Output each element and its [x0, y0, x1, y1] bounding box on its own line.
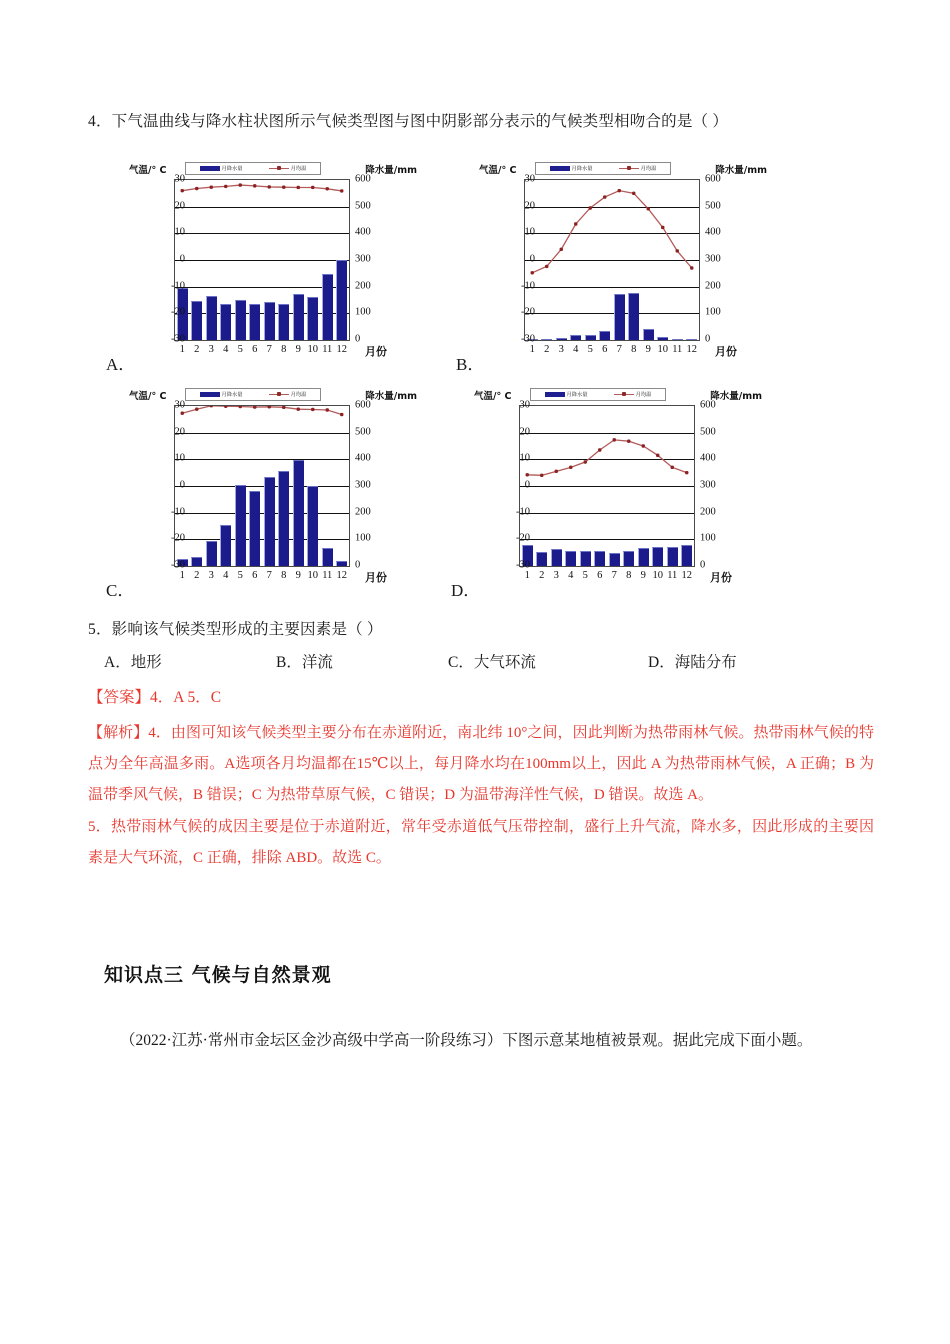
temperature-tick-label: 30 [519, 399, 530, 411]
section-heading: 知识点三 气候与自然景观 [104, 964, 332, 986]
month-tick-label: 9 [640, 570, 646, 581]
chart-a-right-axis-title: 降水量/mm [365, 165, 417, 176]
chart-d-right-axis-title: 降水量/mm [710, 391, 762, 402]
precipitation-tick-label: 200 [355, 506, 371, 518]
chart-d-plot-area [519, 405, 695, 567]
month-tick-label: 4 [573, 344, 579, 355]
month-tick-label: 12 [686, 344, 697, 355]
precipitation-tick-label: 300 [700, 479, 716, 491]
precipitation-tick-label: 200 [355, 280, 371, 292]
temperature-tick-label: -30 [171, 559, 185, 571]
precipitation-tick-label: 0 [705, 333, 711, 345]
month-tick-label: 4 [223, 570, 229, 581]
line-swatch-icon [269, 166, 289, 171]
precipitation-tick-label: 200 [705, 280, 721, 292]
month-tick-label: 6 [602, 344, 608, 355]
legend-item-temperature [619, 165, 656, 172]
temperature-tick-label: 10 [174, 226, 185, 238]
temperature-tick-label: 0 [179, 253, 185, 265]
precipitation-tick-label: 300 [355, 253, 371, 265]
temperature-tick-label: 20 [174, 426, 185, 438]
option-a[interactable]: A．地形 [104, 654, 162, 671]
month-tick-label: 4 [223, 344, 229, 355]
chart-option-label-c: C． [106, 581, 135, 600]
temperature-tick-label: 0 [524, 479, 530, 491]
chart-d-left-axis-title: 气温/° C [474, 391, 512, 402]
month-tick-label: 6 [252, 344, 258, 355]
option-b[interactable]: B．洋流 [276, 654, 333, 671]
precipitation-tick-label: 300 [705, 253, 721, 265]
month-tick-label: 1 [524, 570, 530, 581]
line-swatch-icon [619, 166, 639, 171]
legend-item-temperature [614, 391, 651, 398]
chart-a-legend [185, 162, 321, 175]
chart-a-x-axis-title: 月份 [365, 345, 387, 358]
chart-b-right-axis-title: 降水量/mm [715, 165, 767, 176]
month-tick-label: 7 [616, 344, 622, 355]
temperature-tick-label: -30 [521, 333, 535, 345]
precipitation-tick-label: 100 [355, 532, 371, 544]
precipitation-tick-label: 400 [355, 226, 371, 238]
precipitation-tick-label: 100 [355, 306, 371, 318]
month-tick-label: 10 [652, 570, 663, 581]
month-tick-label: 1 [179, 344, 185, 355]
month-tick-label: 8 [281, 570, 287, 581]
climate-chart-c [127, 388, 417, 603]
month-tick-label: 2 [194, 570, 200, 581]
analysis-paragraph-1: 【解析】4．由图可知该气候类型主要分布在赤道附近，南北纬 10°之间，因此判断为热带雨林气候。热带雨林气候的特点为全年高温多雨。A选项各月均温都在15℃以上，每月降水均在100mm以上，因此 A 为热带雨林气候，A 正确；B 为温带季风气候，B 错误；C 为热带草原气候，C 错误；D 为温带海洋性气候，D 错误。故选 A。 [88, 725, 874, 804]
temperature-tick-label: -10 [171, 280, 185, 292]
month-tick-label: 9 [645, 344, 651, 355]
month-tick-label: 6 [597, 570, 603, 581]
chart-c-right-axis-title: 降水量/mm [365, 391, 417, 402]
chart-d-legend [530, 388, 666, 401]
precipitation-tick-label: 100 [700, 532, 716, 544]
month-tick-label: 3 [558, 344, 564, 355]
legend-label-temperature: 月均温 [290, 391, 307, 399]
month-tick-label: 5 [582, 570, 588, 581]
legend-label-precipitation: 月降水量 [571, 165, 593, 173]
precipitation-tick-label: 500 [705, 200, 721, 212]
month-tick-label: 7 [266, 344, 272, 355]
climate-chart-b [477, 162, 767, 377]
temperature-line [520, 406, 694, 566]
legend-label-precipitation: 月降水量 [221, 391, 243, 399]
month-tick-label: 10 [657, 344, 668, 355]
temperature-tick-label: 30 [174, 399, 185, 411]
precipitation-tick-label: 500 [355, 426, 371, 438]
temperature-tick-label: 20 [519, 426, 530, 438]
month-tick-label: 9 [295, 570, 301, 581]
temperature-tick-label: -20 [516, 532, 530, 544]
month-tick-label: 7 [266, 570, 272, 581]
month-tick-label: 11 [322, 570, 333, 581]
line-swatch-icon [614, 392, 634, 397]
climate-chart-a [127, 162, 417, 377]
month-tick-label: 7 [611, 570, 617, 581]
chart-b-plot-area [524, 179, 700, 341]
month-tick-label: 2 [539, 570, 545, 581]
chart-c-legend [185, 388, 321, 401]
legend-item-temperature [269, 391, 306, 398]
precipitation-tick-label: 600 [700, 399, 716, 411]
legend-item-precipitation [200, 391, 242, 398]
legend-item-precipitation [200, 165, 242, 172]
chart-option-label-b: B． [456, 355, 485, 374]
chart-b-x-axis-title: 月份 [715, 345, 737, 358]
temperature-tick-label: -20 [521, 306, 535, 318]
chart-c-x-axis-title: 月份 [365, 571, 387, 584]
option-d[interactable]: D．海陆分布 [648, 654, 737, 671]
temperature-tick-label: 30 [174, 173, 185, 185]
legend-item-precipitation [545, 391, 587, 398]
month-tick-label: 12 [336, 570, 347, 581]
month-tick-label: 11 [672, 344, 683, 355]
precipitation-tick-label: 400 [355, 452, 371, 464]
chart-b-left-axis-title: 气温/° C [479, 165, 517, 176]
precipitation-tick-label: 600 [355, 399, 371, 411]
precipitation-tick-label: 600 [355, 173, 371, 185]
precipitation-tick-label: 500 [355, 200, 371, 212]
month-tick-label: 10 [307, 570, 318, 581]
month-tick-label: 3 [208, 344, 214, 355]
legend-label-precipitation: 月降水量 [221, 165, 243, 173]
bar-swatch-icon [545, 392, 565, 397]
month-tick-label: 12 [336, 344, 347, 355]
temperature-tick-label: 10 [524, 226, 535, 238]
month-tick-label: 9 [295, 344, 301, 355]
precipitation-tick-label: 400 [700, 452, 716, 464]
temperature-tick-label: 30 [524, 173, 535, 185]
month-tick-label: 1 [529, 344, 535, 355]
legend-item-temperature [269, 165, 306, 172]
chart-a-plot-area [174, 179, 350, 341]
chart-c-plot-area [174, 405, 350, 567]
month-tick-label: 2 [194, 344, 200, 355]
temperature-line [175, 180, 349, 340]
precipitation-tick-label: 100 [705, 306, 721, 318]
month-tick-label: 5 [237, 570, 243, 581]
temperature-tick-label: -30 [171, 333, 185, 345]
legend-label-precipitation: 月降水量 [566, 391, 588, 399]
month-tick-label: 3 [553, 570, 559, 581]
month-tick-label: 5 [237, 344, 243, 355]
precipitation-tick-label: 600 [705, 173, 721, 185]
month-tick-label: 11 [322, 344, 333, 355]
month-tick-label: 12 [681, 570, 692, 581]
month-tick-label: 6 [252, 570, 258, 581]
chart-c-left-axis-title: 气温/° C [129, 391, 167, 402]
month-tick-label: 2 [544, 344, 550, 355]
temperature-tick-label: -10 [521, 280, 535, 292]
month-tick-label: 8 [631, 344, 637, 355]
answer-line: 【答案】4．A 5．C [88, 689, 222, 706]
analysis-paragraph-2: 5．热带雨林气候的成因主要是位于赤道附近，常年受赤道低气压带控制，盛行上升气流，降水多，因此形成的主要因素是大气环流，C 正确，排除 ABD。故选 C。 [88, 818, 874, 866]
precipitation-tick-label: 0 [700, 559, 706, 571]
temperature-tick-label: 10 [174, 452, 185, 464]
temperature-tick-label: -20 [171, 306, 185, 318]
option-c[interactable]: C．大气环流 [448, 654, 536, 671]
temperature-tick-label: -10 [171, 506, 185, 518]
line-swatch-icon [269, 392, 289, 397]
month-tick-label: 4 [568, 570, 574, 581]
precipitation-tick-label: 400 [705, 226, 721, 238]
legend-label-temperature: 月均温 [635, 391, 652, 399]
month-tick-label: 5 [587, 344, 593, 355]
temperature-tick-label: -30 [516, 559, 530, 571]
chart-d-x-axis-title: 月份 [710, 571, 732, 584]
chart-b-legend [535, 162, 671, 175]
bar-swatch-icon [550, 166, 570, 171]
legend-item-precipitation [550, 165, 592, 172]
bar-swatch-icon [200, 392, 220, 397]
analysis-block [88, 718, 874, 874]
temperature-tick-label: 0 [529, 253, 535, 265]
chart-option-label-a: A． [106, 355, 136, 374]
precipitation-tick-label: 500 [700, 426, 716, 438]
temperature-tick-label: 0 [179, 479, 185, 491]
month-tick-label: 3 [208, 570, 214, 581]
temperature-line [525, 180, 699, 340]
precipitation-tick-label: 0 [355, 559, 361, 571]
precipitation-tick-label: 300 [355, 479, 371, 491]
month-tick-label: 10 [307, 344, 318, 355]
bar-swatch-icon [200, 166, 220, 171]
chart-option-label-d: D． [451, 581, 481, 600]
source-attribution-line: （2022·江苏·常州市金坛区金沙高级中学高一阶段练习）下图示意某地植被景观。据此完成下面小题。 [120, 1032, 813, 1049]
temperature-tick-label: -20 [171, 532, 185, 544]
legend-label-temperature: 月均温 [290, 165, 307, 173]
chart-a-left-axis-title: 气温/° C [129, 165, 167, 176]
month-tick-label: 8 [281, 344, 287, 355]
month-tick-label: 11 [667, 570, 678, 581]
temperature-tick-label: 20 [174, 200, 185, 212]
temperature-tick-label: 10 [519, 452, 530, 464]
precipitation-tick-label: 200 [700, 506, 716, 518]
temperature-tick-label: -10 [516, 506, 530, 518]
temperature-tick-label: 20 [524, 200, 535, 212]
month-tick-label: 1 [179, 570, 185, 581]
precipitation-tick-label: 0 [355, 333, 361, 345]
question-4-stem: 4．下气温曲线与降水柱状图所示气候类型图与图中阴影部分表示的气候类型相吻合的是（ ） [88, 113, 729, 130]
climate-chart-d [472, 388, 762, 603]
month-tick-label: 8 [626, 570, 632, 581]
temperature-line [175, 406, 349, 566]
question-5-stem: 5．影响该气候类型形成的主要因素是（ ） [88, 621, 383, 638]
legend-label-temperature: 月均温 [640, 165, 657, 173]
